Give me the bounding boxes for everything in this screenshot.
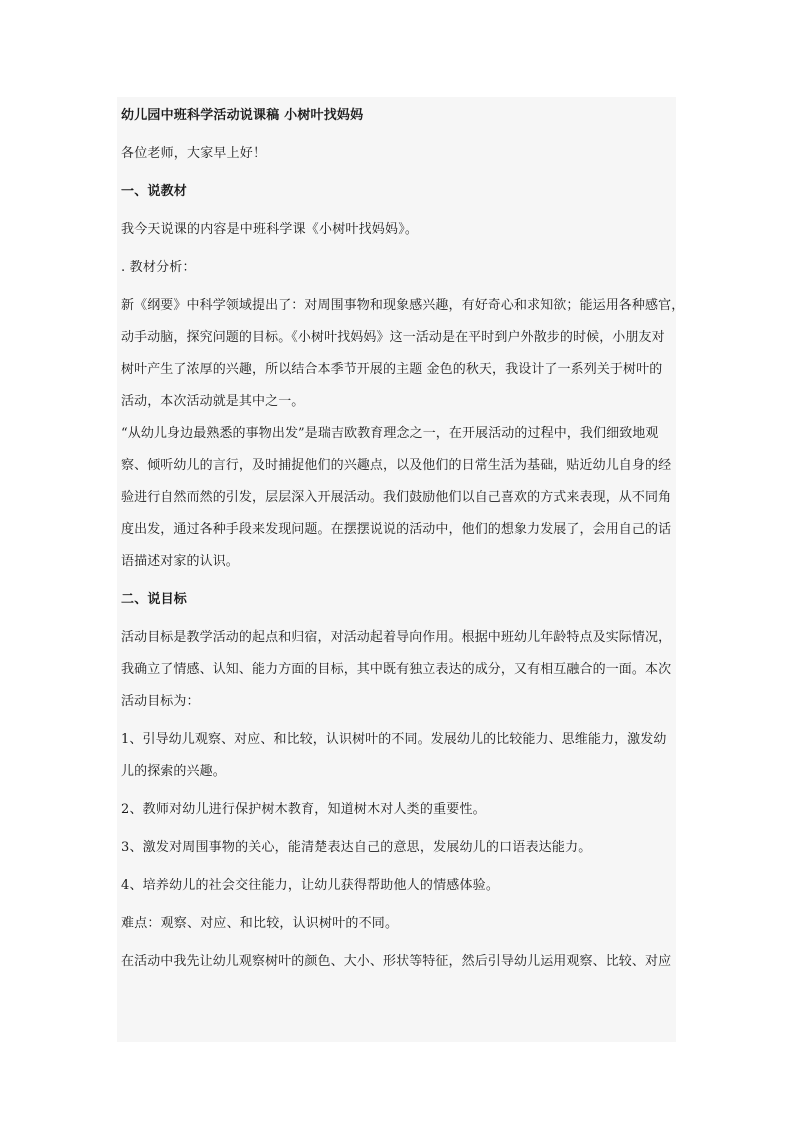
section-heading-goals: 二、说目标 xyxy=(121,592,188,607)
analysis-label: . 教材分析： xyxy=(121,260,196,275)
paragraph-line: 察、倾听幼儿的言行，及时捕捉他们的兴趣点，以及他们的日常生活为基础，贴近幼儿自身的经 xyxy=(121,458,672,473)
paragraph-line: 在活动中我先让幼儿观察树叶的颜色、大小、形状等特征，然后引导幼儿运用观察、比较、对应 xyxy=(121,954,672,969)
section1-intro: 我今天说课的内容是中班科学课《小树叶找妈妈》。 xyxy=(121,222,419,237)
paragraph-line: 树叶产生了浓厚的兴趣，所以结合本季节开展的主题 金色的秋天，我设计了一系列关于树叶的 xyxy=(121,362,663,377)
paragraph-line: 语描述对家的认识。 xyxy=(121,554,239,569)
section1-paragraph-1 xyxy=(121,290,685,418)
paragraph-line: 度出发，通过各种手段来发现问题。在摆摆说说的活动中，他们的想象力发展了，会用自己的话 xyxy=(121,522,672,537)
paragraph-line: 活动，本次活动就是其中之一。 xyxy=(121,394,305,409)
paragraph-line: 动手动脑，探究问题的目标。《小树叶找妈妈》这一活动是在平时到户外散步的时候，小朋友对 xyxy=(121,330,665,345)
greeting: 各位老师，大家早上好！ xyxy=(121,146,267,161)
goal-4: 4、培养幼儿的社会交往能力，让幼儿获得帮助他人的情感体验。 xyxy=(121,878,500,893)
goal-2: 2、教师对幼儿进行保护树木教育，知道树木对人类的重要性。 xyxy=(121,802,486,817)
section-heading-teaching-material: 一、说教材 xyxy=(121,184,188,199)
goal-3: 3、激发对周围事物的关心，能清楚表达自己的意思，发展幼儿的口语表达能力。 xyxy=(121,840,592,855)
paragraph-line: 儿的探索的兴趣。 xyxy=(121,764,226,779)
goal-1 xyxy=(121,724,677,788)
document-body xyxy=(121,100,685,978)
section1-paragraph-2 xyxy=(121,418,677,578)
paragraph-line: “从幼儿身边最熟悉的事物出发”是瑞吉欧教育理念之一，在开展活动的过程中，我们细致地观 xyxy=(121,426,659,441)
difficulty-point: 难点：观察、对应、和比较，认识树叶的不同。 xyxy=(121,916,399,931)
paragraph-line: 验进行自然而然的引发，层层深入开展活动。我们鼓励他们以自己喜欢的方式来表现，从不同角 xyxy=(121,490,672,505)
paragraph-line: 活动目标为： xyxy=(121,694,200,709)
paragraph-line: 我确立了情感、认知、能力方面的目标，其中既有独立表达的成分，又有相互融合的一面。本次 xyxy=(121,662,672,677)
document-title: 幼儿园中班科学活动说课稿 小树叶找妈妈 xyxy=(121,108,364,123)
paragraph-line: 1、引导幼儿观察、对应、和比较，认识树叶的不同。发展幼儿的比较能力、思维能力，激发幼 xyxy=(121,732,667,747)
paragraph-line: 新《纲要》中科学领域提出了：对周围事物和现象感兴趣，有好奇心和求知欲；能运用各种感官， xyxy=(121,298,685,313)
section2-intro xyxy=(121,622,677,718)
paragraph-line: 活动目标是教学活动的起点和归宿，对活动起着导向作用。根据中班幼儿年龄特点及实际情况， xyxy=(121,630,672,645)
